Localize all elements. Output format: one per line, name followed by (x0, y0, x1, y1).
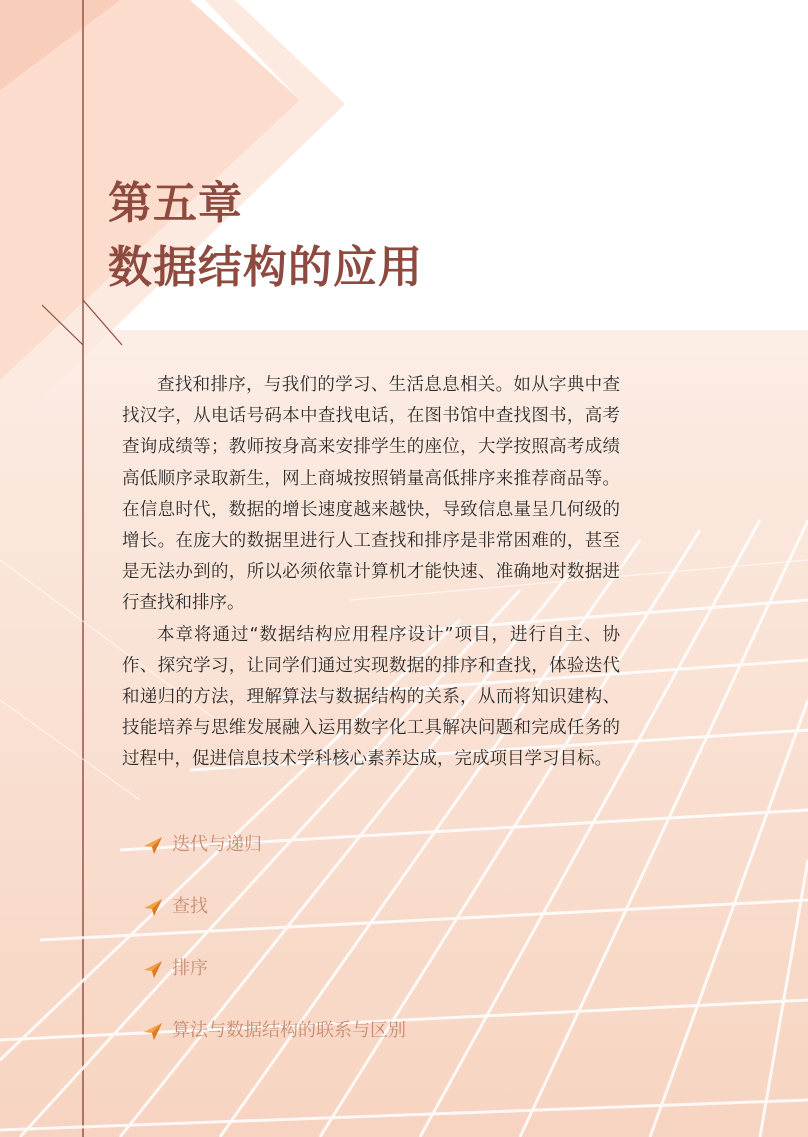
chapter-number: 第五章 (108, 178, 243, 229)
topic-item (142, 892, 406, 954)
topic-item (142, 830, 406, 892)
topic-list (142, 830, 406, 1078)
topic-item (142, 1016, 406, 1078)
paper-plane-icon (142, 958, 164, 980)
intro-paragraph-2: 本章将通过“数据结构应用程序设计”项目，进行自主、协作、探究学习，让同学们通过实现数据的排序和查找，体验迭代和递归的方法，理解算法与数据结构的关系，从而将知识建构、技能培养与思维发展融入运用数字化工具解决问题和完成任务的过程中，促进信息技术学科核心素养达成，完成项目学习目标。 (122, 624, 620, 770)
paper-plane-icon (142, 834, 164, 856)
paper-plane-icon (142, 896, 164, 918)
paper-plane-icon (142, 1020, 164, 1042)
chapter-title (108, 172, 423, 300)
topic-label: 排序 (172, 958, 208, 979)
topic-label: 查找 (172, 896, 208, 917)
topic-item (142, 954, 406, 1016)
intro-paragraph-1: 查找和排序，与我们的学习、生活息息相关。如从字典中查找汉字，从电话号码本中查找电话，在图书馆中查找图书，高考查询成绩等；教师按身高来安排学生的座位，大学按照高考成绩高低顺序录取新生，网上商城按照销量高低排序来推荐商品等。在信息时代，数据的增长速度越来越快，导致信息量呈几何级的增长。在庞大的数据里进行人工查找和排序是非常困难的，甚至是无法办到的，所以必须依靠计算机才能快速、准确地对数据进行查找和排序。 (122, 375, 620, 614)
chapter-name: 数据结构的应用 (108, 242, 423, 293)
topic-label: 迭代与递归 (172, 834, 262, 855)
chapter-introduction (122, 370, 620, 776)
topic-label: 算法与数据结构的联系与区别 (172, 1020, 406, 1041)
